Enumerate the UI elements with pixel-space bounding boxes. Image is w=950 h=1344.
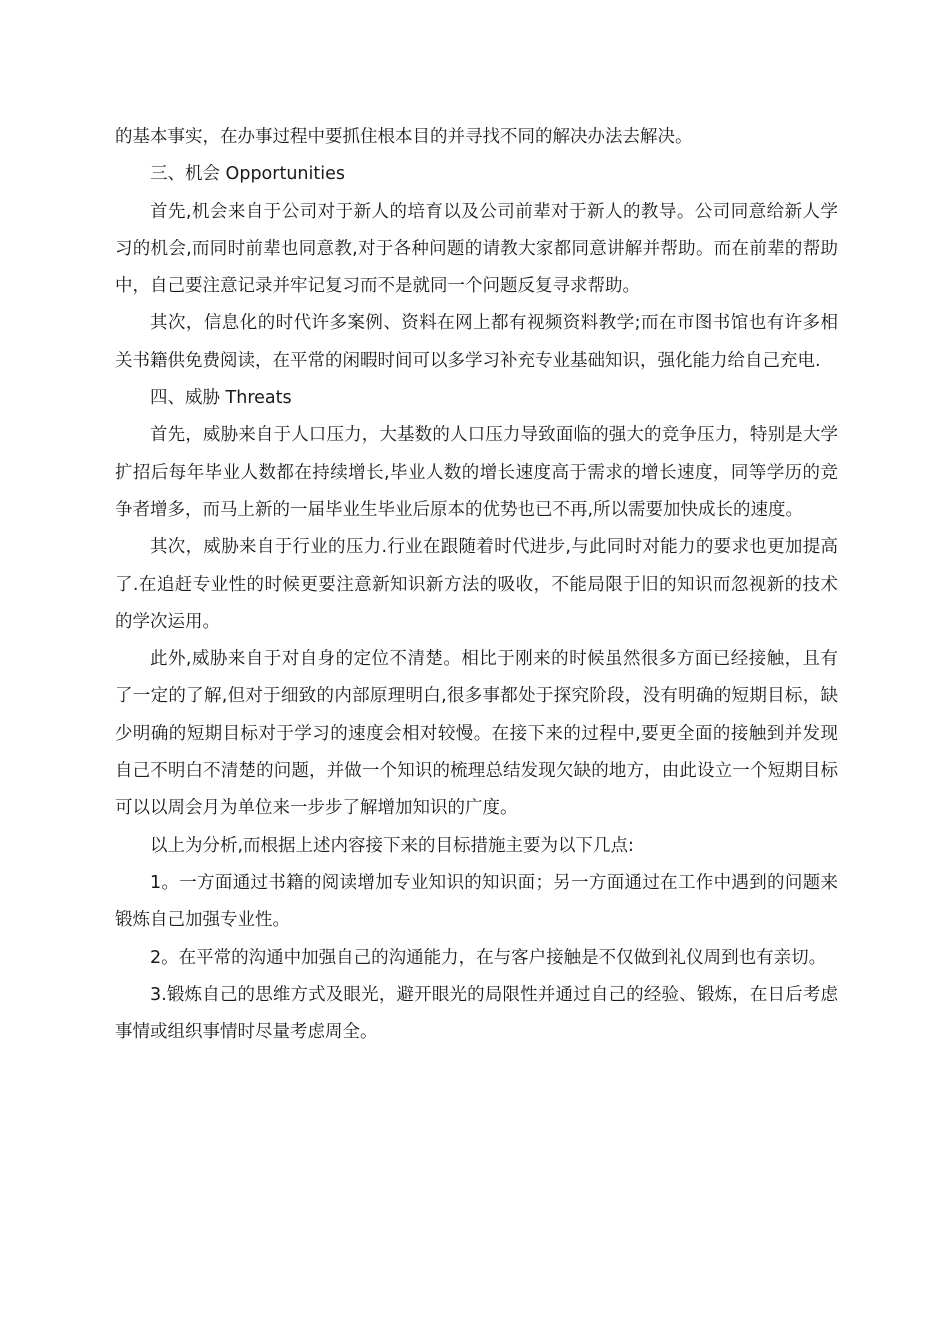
list-item-measure-3: 3.锻炼自己的思维方式及眼光，避开眼光的局限性并通过自己的经验、锻炼，在日后考虑事情或组织事情时尽量考虑周全。 [115,984,838,1043]
paragraph-threat-3: 此外,威胁来自于对自身的定位不清楚。相比于刚来的时候虽然很多方面已经接触，且有了一定的了解,但对于细致的内部原理明白,很多事都处于探究阶段，没有明确的短期目标，缺少明确的短期目标对于学习的速度会相对较慢。在接下来的过程中,要更全面的接触到并发现自己不明白不清楚的问题，并做一个知识的梳理总结发现欠缺的地方，由此设立一个短期目标可以以周会月为单位来一步步了解增加知识的广度。 [115,649,838,819]
paragraph-threat-1: 首先，威胁来自于人口压力，大基数的人口压力导致面临的强大的竞争压力，特别是大学扩招后每年毕业人数都在持续增长,毕业人数的增长速度高于需求的增长速度，同等学历的竞争者增多，而马上新的一届毕业生毕业后原本的优势也已不再,所以需要加快成长的速度。 [115,425,838,520]
document-body [115,119,838,1051]
section-heading-threats: 四、威胁 Threats [150,388,292,409]
section-heading-opportunities: 三、机会 Opportunities [150,164,345,185]
list-item-measure-1: 1。一方面通过书籍的阅读增加专业知识的知识面；另一方面通过在工作中遇到的问题来锻炼自己加强专业性。 [115,872,838,931]
paragraph-threat-2: 其次，威胁来自于行业的压力.行业在跟随着时代进步,与此同时对能力的要求也更加提高了.在追赶专业性的时候更要注意新知识新方法的吸收，不能局限于旧的知识而忽视新的技术的学次运用。 [115,537,838,632]
paragraph-summary: 以上为分析,而根据上述内容接下来的目标措施主要为以下几点: [150,835,634,856]
paragraph-opportunity-1: 首先,机会来自于公司对于新人的培育以及公司前辈对于新人的教导。公司同意给新人学习的机会,而同时前辈也同意教,对于各种问题的请教大家都同意讲解并帮助。而在前辈的帮助中，自己要注意记录并牢记复习而不是就同一个问题反复寻求帮助。 [115,201,838,297]
list-item-measure-2: 2。在平常的沟通中加强自己的沟通能力，在与客户接触是不仅做到礼仪周到也有亲切。 [150,947,827,968]
paragraph-continuation: 的基本事实，在办事过程中要抓住根本目的并寻找不同的解决办法去解决。 [115,127,693,147]
paragraph-opportunity-2: 其次，信息化的时代许多案例、资料在网上都有视频资料教学;而在市图书馆也有许多相关书籍供免费阅读，在平常的闲暇时间可以多学习补充专业基础知识，强化能力给自己充电. [115,313,838,371]
